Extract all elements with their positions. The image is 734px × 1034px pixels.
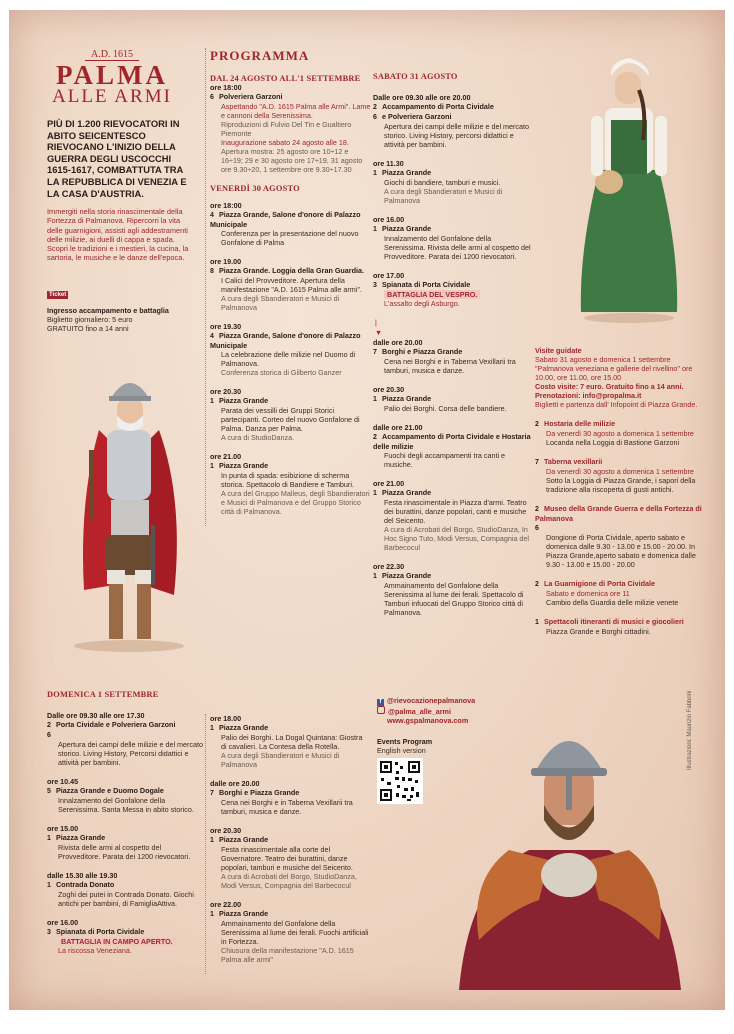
event-time: ore 18.00	[210, 714, 242, 723]
map-number: 7	[535, 459, 539, 466]
event-desc: Zoghi dei putei in Contrada Donato. Giochi antichi per bambini, di FamigliaAttiva.	[58, 890, 194, 908]
event-time: dalle ore 21.00	[373, 423, 423, 432]
map-number: 4	[210, 333, 214, 340]
event-credit: A cura degli Sbandieratori e Musici di Palmanova	[384, 187, 503, 205]
map-number: 2	[535, 421, 539, 428]
logo	[47, 44, 177, 106]
event-place: e Polveriera Garzoni	[382, 112, 452, 121]
battle-banner: BATTAGLIA DEL VESPRO.	[384, 290, 480, 299]
logo-year: A.D. 1615	[85, 49, 139, 61]
event-desc: Fuochi degli accampamenti tra canti e musiche.	[384, 451, 506, 469]
event-time: ore 11.30	[373, 159, 404, 168]
event-place: Piazza Grande	[382, 394, 432, 403]
date-domenica-1: DOMENICA 1 SETTEMBRE	[47, 690, 159, 699]
map-number: 2	[535, 506, 539, 513]
event-credit: Conferenza storica di Gilberto Ganzer	[221, 368, 342, 377]
event-time: Dalle ore 09.30 alle ore 17.30	[47, 711, 145, 720]
programma-title: PROGRAMMA	[210, 48, 310, 63]
map-number: 7	[373, 349, 377, 356]
logo-title-1: PALMA	[56, 60, 168, 90]
illustration-credit: Illustrazioni: Maurizio Fabbrini	[687, 690, 693, 770]
event-desc: Ammainamento del Gonfalone della Serenissima al lume dei ferali. Spettacolo di Tamburi infuocati del Gruppo Storico città di Palmanova.	[384, 581, 524, 617]
hostaria-title: Hostaria delle milizie	[544, 419, 616, 428]
event-place: Borghi e Piazza Grande	[382, 347, 463, 356]
qr-subtitle: English version	[377, 746, 426, 755]
event-desc: Festa rinascimentale in Piazza d'armi. Teatro dei burattini, danze popolari, canti e musiche del Seicento.	[384, 498, 527, 525]
hostaria-dates: Da venerdì 30 agosto a domenica 1 settembre	[546, 429, 694, 438]
event-credit: A cura di Acrobati del Borgo, StudioDanza, Modi Versus, Compagnia del Barbecocul	[221, 872, 357, 890]
taberna-title: Taberna vexillarii	[544, 457, 603, 466]
date-dal-24: DAL 24 AGOSTO ALL'1 SETTEMBRE	[210, 74, 361, 83]
map-number: 6	[210, 94, 214, 101]
map-number: 1	[210, 463, 214, 470]
event-time: ore 16.00	[373, 215, 405, 224]
facebook-link[interactable]: @rievocazionepalmanova	[387, 696, 476, 705]
event-time: ore 18:00	[210, 201, 242, 210]
arrow-icon: | ▼	[375, 318, 383, 337]
event-desc: Festa rinascimentale alla corte del Governatore. Teatro dei burattini, danze popolari, tamburi e musiche del Seicento.	[221, 845, 353, 872]
map-number: 4	[210, 212, 214, 219]
ticket-line-2: GRATUITO fino a 14 anni	[47, 324, 129, 334]
event-time: Dalle ore 09.30 alle ore 20.00	[373, 93, 471, 102]
event-place: Piazza Grande	[382, 488, 432, 497]
event-place: Polveriera Garzoni	[219, 92, 283, 101]
event-time: ore 21.00	[210, 452, 242, 461]
warrior-illustration	[449, 710, 689, 990]
event-time: ore 15.00	[47, 824, 79, 833]
instagram-link[interactable]: @palma_alle_armi	[388, 707, 451, 716]
event-place: Accampamento di Porta Cividale e Hostaria delle milizie	[373, 432, 531, 451]
event-credit: A cura degli Sbandieratori e Musici di Palmanova	[221, 294, 340, 312]
sabato-column	[373, 72, 533, 627]
event-time: ore 22.00	[210, 900, 242, 909]
map-number: 2	[535, 581, 539, 588]
event-credit: A cura di Acrobati del Borgo, StudioDanza, In Hoc Signo Tuto, Modi Versus, Compagnia del Barbecocul	[384, 525, 530, 552]
event-place: Porta Cividale e Polveriera Garzoni	[56, 720, 176, 729]
qr-title: Events Program	[377, 737, 433, 746]
event-place: Piazza Grande	[219, 396, 269, 405]
map-number: 6	[373, 114, 377, 121]
domenica-column-2	[205, 714, 370, 974]
event-desc: La celebrazione delle milizie nel Duomo di Palmanova.	[221, 350, 356, 368]
ticket-line-1: Biglietto giornaliero: 5 euro	[47, 315, 133, 325]
guarnigione-title: La Guarnigione di Porta Cividale	[544, 579, 656, 588]
map-number: 6	[535, 525, 539, 532]
event-desc: Cena nei Borghi e in Taberna Vexillarii tra tamburi, musica e danze.	[221, 798, 353, 816]
museo-desc: Dongione di Porta Cividale, aperto sabato e domenica dalle 9.30 - 13.00 e 15.00 - 20.00. In Piazza Grande,aperto sabato e domenica dalle 9.30 - 13.00 e 15.00 - 20.00	[546, 533, 696, 569]
map-number: 8	[210, 268, 214, 275]
event-desc: I Calici del Provveditore. Apertura della manifestazione "A.D. 1615 Palma alle armi".	[221, 276, 362, 294]
event-time: dalle 15.30 alle 19.30	[47, 871, 118, 880]
event-desc: Parata dei vessilli dei Gruppi Storici partecipanti. Corteo del nuovo Gonfalone di Palma. Danza per Palma.	[221, 406, 360, 433]
map-number: 1	[373, 396, 377, 403]
map-number: 1	[210, 398, 214, 405]
map-number: 3	[373, 282, 377, 289]
event-place: Piazza Grande	[219, 723, 269, 732]
guarnigione-dates: Sabato e domenica ore 11	[546, 589, 630, 598]
event-desc: Apertura dei campi delle milizie e del mercato storico. Living History, Percorsi didattici e attività per bambini.	[58, 740, 204, 767]
map-number: 7	[210, 790, 214, 797]
event-time: dalle ore 20.00	[210, 779, 260, 788]
taberna-dates: Da venerdì 30 agosto a domenica 1 settembre	[546, 467, 694, 476]
event-place: Contrada Donato	[56, 880, 115, 889]
event-time: ore 17.00	[373, 271, 405, 280]
event-desc: L'assalto degli Asburgo.	[384, 299, 460, 308]
intro	[47, 118, 195, 333]
map-number: 2	[47, 722, 51, 729]
event-desc: Conferenza per la presentazione del nuovo Gonfalone di Palma	[221, 229, 359, 247]
event-desc: Ammainamento del Gonfalone della Serenissima al lume dei ferali. Fuochi artificiali in Fortezza.	[221, 919, 369, 946]
event-desc: La riscossa Veneziana.	[58, 946, 132, 955]
event-credit: A cura del Gruppo Malleus, degli Sbandieratori e Musici di Palmanova e del Gruppo Storico città di Palmanova.	[221, 489, 370, 516]
event-place: Spianata di Porta Cividale	[56, 927, 145, 936]
website-link[interactable]: www.gspalmanova.com	[387, 716, 469, 725]
domenica-column-1	[47, 690, 205, 965]
event-desc: Giochi di bandiere, tamburi e musici.	[384, 178, 501, 187]
map-number: 3	[47, 929, 51, 936]
event-desc: Innalzamento del Gonfalone della Serenissima. Rivista delle armi al cospetto del Provveditore. Parata dei 1200 rievocatori.	[384, 234, 531, 261]
facebook-icon: f	[377, 699, 384, 706]
event-credit: Chiusura della manifestazione "A.D. 1615 Palma alle armi"	[221, 946, 354, 964]
event-time: dalle ore 20.00	[373, 338, 423, 347]
event-desc: Palio dei Borghi. Corsa delle bandiere.	[384, 404, 507, 413]
event-place: Piazza Grande	[382, 168, 432, 177]
woman-illustration	[569, 50, 689, 325]
map-number: 6	[47, 732, 51, 739]
event-place: Piazza Grande	[219, 835, 269, 844]
event-credit: Riproduzioni di Fulvio Del Tin e Gualtiero Piemonte	[221, 120, 352, 138]
event-desc: Apertura dei campi delle milizie e del mercato storico. Living History, percorsi didattici e attività per bambini.	[384, 122, 530, 149]
museo-title: Museo della Grande Guerra e della Fortezza di Palmanova	[535, 504, 702, 523]
event-time: ore 16.00	[47, 918, 79, 927]
spettacoli-title: Spettacoli itineranti di musici e giocolieri	[544, 617, 684, 626]
event-place: Piazza Grande	[219, 909, 269, 918]
event-desc: In punta di spada: esibizione di scherma storica. Spettacolo di Bandiere e Tamburi.	[221, 471, 354, 489]
event-time: ore 20.30	[373, 385, 405, 394]
event-time: ore 20.30	[210, 826, 242, 835]
event-time: ore 19.00	[210, 257, 242, 266]
map-number: 1	[47, 882, 51, 889]
spettacoli-desc: Piazza Grande e Borghi cittadini.	[546, 627, 651, 636]
event-place: Accampamento di Porta Cividale	[382, 102, 494, 111]
battle-banner: BATTAGLIA IN CAMPO APERTO.	[58, 937, 176, 946]
map-number: 1	[210, 725, 214, 732]
event-time: ore 19.30	[210, 322, 242, 331]
map-number: 2	[373, 434, 377, 441]
event-place: Piazza Grande	[56, 833, 106, 842]
visite-guidate-dates: Sabato 31 agosto e domenica 1 settembre "Palmanova veneziana e gallerie del rivellino" ore 10.00, ore 11.00, ore 15.00	[535, 355, 693, 382]
date-sabato-31: SABATO 31 AGOSTO	[373, 72, 458, 81]
map-number: 1	[210, 911, 214, 918]
event-place: Piazza Grande	[382, 224, 432, 233]
intro-headline: PIÙ DI 1.200 RIEVOCATORI IN ABITO SEICENTESCO RIEVOCANO L'INIZIO DELLA GUERRA DEGLI USCOCCHI 1615-1617, COMBATTUTA TRA LA REPUBBLICA DI VENEZIA E LA CASA D'AUSTRIA.	[47, 118, 187, 199]
instagram-icon	[377, 706, 385, 714]
taberna-desc: Sotto la Loggia di Piazza Grande, i sapori della tradizione alla riscoperta di gusti antichi.	[546, 476, 696, 494]
info-column	[535, 346, 703, 646]
event-place: Piazza Grande, Salone d'onore di Palazzo Municipale	[210, 331, 361, 350]
hostaria-desc: Locanda nella Loggia di Bastione Garzoni	[546, 438, 680, 447]
visite-guidate-cost: Costo visite: 7 euro. Gratuito fino a 14 anni.	[535, 382, 684, 391]
map-number: 1	[373, 170, 377, 177]
event-place: Piazza Grande e Duomo Dogale	[56, 786, 164, 795]
event-place: Piazza Grande, Salone d'onore di Palazzo Municipale	[210, 210, 361, 229]
event-time: ore 22.30	[373, 562, 405, 571]
event-desc: Palio dei Borghi. La Dogal Quintana: Giostra di cavalieri. La Contesa della Rotella.	[221, 733, 363, 751]
map-number: 1	[47, 835, 51, 842]
event-credit: A cura degli Sbandieratori e Musici di Palmanova	[221, 751, 340, 769]
event-note: Inaugurazione sabato 24 agosto alle 18.	[221, 138, 349, 147]
event-place: Piazza Grande	[219, 461, 269, 470]
map-number: 1	[373, 490, 377, 497]
event-place: Piazza Grande. Loggia della Gran Guardia.	[219, 266, 364, 275]
ticket-title: Ingresso accampamento e battaglia	[47, 306, 169, 316]
map-number: 2	[373, 104, 377, 111]
event-time: ore 18:00	[210, 83, 242, 92]
event-place: Piazza Grande	[382, 571, 432, 580]
event-time: ore 21.00	[373, 479, 405, 488]
event-desc: Cena nei Borghi e in Taberna Vexillarii tra tamburi, musica e danze.	[384, 357, 516, 375]
map-number: 5	[47, 788, 51, 795]
map-number: 1	[373, 226, 377, 233]
ticket-badge: Ticket	[49, 292, 67, 299]
visite-guidate-booking: Prenotazioni: info@propalma.it	[535, 391, 642, 400]
event-hours: Apertura mostra: 25 agosto ore 10÷12 e 16÷19; 29 e 30 agosto ore 17÷19, 31 agosto ore 9.30÷20, 1 settembre ore 9.30÷17.30	[221, 147, 363, 174]
event-place: Spianata di Porta Cividale	[382, 280, 471, 289]
map-number: 1	[373, 573, 377, 580]
poster	[9, 10, 725, 1010]
visite-guidate-info: Biglietti e partenza dall' Infopoint di Piazza Grande.	[535, 400, 698, 409]
event-place: Borghi e Piazza Grande	[219, 788, 300, 797]
event-desc: Rivista delle armi al cospetto del Provveditore. Parata dei 1200 rievocatori.	[58, 843, 191, 861]
date-venerdi-30: VENERDÌ 30 AGOSTO	[210, 184, 300, 193]
logo-title-2: ALLE ARMI	[52, 86, 172, 107]
event-desc: Innalzamento del Gonfalone della Serenissima. Santa Messa in abito storico.	[58, 796, 194, 814]
map-number: 1	[535, 619, 539, 626]
soldier-illustration	[59, 360, 199, 655]
programma-column	[205, 48, 372, 526]
map-number: 1	[210, 837, 214, 844]
intro-body: Immergiti nella storia rinascimentale della Fortezza di Palmanova. Ripercorri la vita delle guarnigioni, assisti agli addestramenti delle milizie, ai duelli di cappa e spada. Scopri le tradizioni e i mestieri, la cucina, la sartoria, le musiche e le danze dell'epoca.	[47, 207, 189, 263]
event-time: ore 20.30	[210, 387, 242, 396]
guarnigione-desc: Cambio della Guardia delle milizie venete	[546, 598, 679, 607]
event-time: ore 10.45	[47, 777, 79, 786]
event-desc: Aspettando "A.D. 1615 Palma alle Armi". Lame e cannoni della Serenissima.	[221, 102, 371, 120]
qr-code[interactable]	[377, 758, 423, 804]
visite-guidate-title: Visite guidate	[535, 346, 582, 355]
event-credit: A cura di StudioDanza.	[221, 433, 295, 442]
